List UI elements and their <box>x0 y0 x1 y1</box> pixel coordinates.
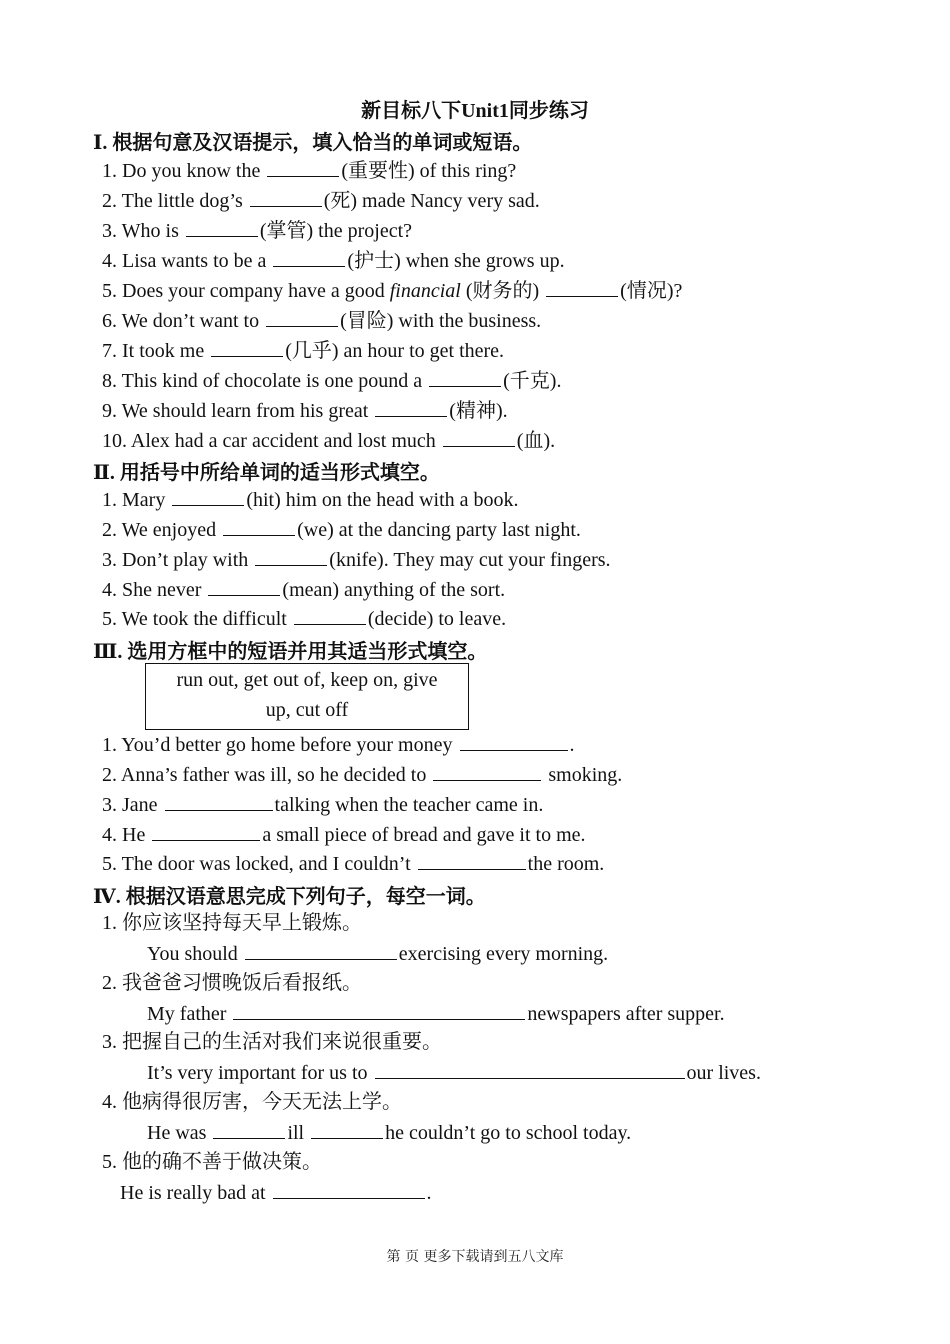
chinese-prompt: 3. 把握自己的生活对我们来说很重要。 <box>102 1031 442 1053</box>
phrase-box-line: run out, get out of, keep on, give <box>176 669 438 691</box>
answer-blank[interactable] <box>165 792 273 811</box>
chinese-prompt: 4. 他病得很厉害，今天无法上学。 <box>102 1091 402 1113</box>
exercise-line: 2. The little dog’s (死) made Nancy very sad. <box>102 190 540 212</box>
answer-blank[interactable] <box>429 368 501 387</box>
answer-blank[interactable] <box>245 941 397 960</box>
exercise-line: 1. Mary (hit) him on the head with a book. <box>102 489 519 511</box>
section-heading-3: Ⅲ. 选用方框中的短语并用其适当形式填空。 <box>93 641 488 663</box>
section-heading-4: Ⅳ. 根据汉语意思完成下列句子，每空一词。 <box>93 886 486 908</box>
answer-blank[interactable] <box>267 158 339 177</box>
answer-blank[interactable] <box>250 188 322 207</box>
exercise-line: 5. Does your company have a good financial (财务的) (情况)? <box>102 280 683 302</box>
exercise-line: You should exercising every morning. <box>147 943 609 965</box>
answer-blank[interactable] <box>294 606 366 625</box>
answer-blank[interactable] <box>266 308 338 327</box>
answer-blank[interactable] <box>213 1120 285 1139</box>
exercise-line: 1. Do you know the (重要性) of this ring? <box>102 160 517 182</box>
exercise-line: 4. He a small piece of bread and gave it to me. <box>102 824 586 846</box>
exercise-line: 5. The door was locked, and I couldn’t the room. <box>102 853 605 875</box>
answer-blank[interactable] <box>273 248 345 267</box>
chinese-prompt: 5. 他的确不善于做决策。 <box>102 1151 322 1173</box>
exercise-line: My father newspapers after supper. <box>147 1003 725 1025</box>
answer-blank[interactable] <box>443 428 515 447</box>
exercise-line: 4. She never (mean) anything of the sort. <box>102 579 506 601</box>
answer-blank[interactable] <box>233 1001 525 1020</box>
answer-blank[interactable] <box>152 822 260 841</box>
answer-blank[interactable] <box>186 218 258 237</box>
exercise-line: 1. You’d better go home before your money . <box>102 734 575 756</box>
answer-blank[interactable] <box>311 1120 383 1139</box>
exercise-line: He is really bad at . <box>120 1182 432 1204</box>
chinese-prompt: 1. 你应该坚持每天早上锻炼。 <box>102 912 362 934</box>
exercise-line: 7. It took me (几乎) an hour to get there. <box>102 340 505 362</box>
exercise-line: It’s very important for us to our lives. <box>147 1062 761 1084</box>
answer-blank[interactable] <box>223 517 295 536</box>
section-heading-1: Ⅰ. 根据句意及汉语提示，填入恰当的单词或短语。 <box>93 132 533 154</box>
exercise-line: He was ill he couldn’t go to school today. <box>147 1122 632 1144</box>
exercise-line: 5. We took the difficult (decide) to leave. <box>102 608 507 630</box>
exercise-line: 3. Jane talking when the teacher came in. <box>102 794 544 816</box>
answer-blank[interactable] <box>172 487 244 506</box>
exercise-line: 3. Don’t play with (knife). They may cut your fingers. <box>102 549 611 571</box>
exercise-line: 3. Who is (掌管) the project? <box>102 220 413 242</box>
section-heading-2: Ⅱ. 用括号中所给单词的适当形式填空。 <box>93 462 440 484</box>
page-title: 新目标八下Unit1同步练习 <box>361 100 589 122</box>
answer-blank[interactable] <box>255 547 327 566</box>
exercise-line: 10. Alex had a car accident and lost much (血). <box>102 430 556 452</box>
exercise-line: 2. We enjoyed (we) at the dancing party last night. <box>102 519 581 541</box>
answer-blank[interactable] <box>211 338 283 357</box>
exercise-line: 6. We don’t want to (冒险) with the business. <box>102 310 542 332</box>
answer-blank[interactable] <box>418 851 526 870</box>
answer-blank[interactable] <box>433 762 541 781</box>
phrase-box-line: up, cut off <box>265 699 349 721</box>
answer-blank[interactable] <box>460 732 568 751</box>
page-footer: 第 页 更多下载请到五八文库 <box>386 1249 564 1265</box>
answer-blank[interactable] <box>375 1060 685 1079</box>
answer-blank[interactable] <box>208 577 280 596</box>
exercise-line: 9. We should learn from his great (精神). <box>102 400 508 422</box>
chinese-prompt: 2. 我爸爸习惯晚饭后看报纸。 <box>102 972 362 994</box>
answer-blank[interactable] <box>273 1180 425 1199</box>
exercise-line: 2. Anna’s father was ill, so he decided to smoking. <box>102 764 623 786</box>
exercise-line: 4. Lisa wants to be a (护士) when she grows up. <box>102 250 565 272</box>
phrase-box <box>145 663 469 730</box>
exercise-line: 8. This kind of chocolate is one pound a (千克). <box>102 370 562 392</box>
answer-blank[interactable] <box>375 398 447 417</box>
answer-blank[interactable] <box>546 278 618 297</box>
